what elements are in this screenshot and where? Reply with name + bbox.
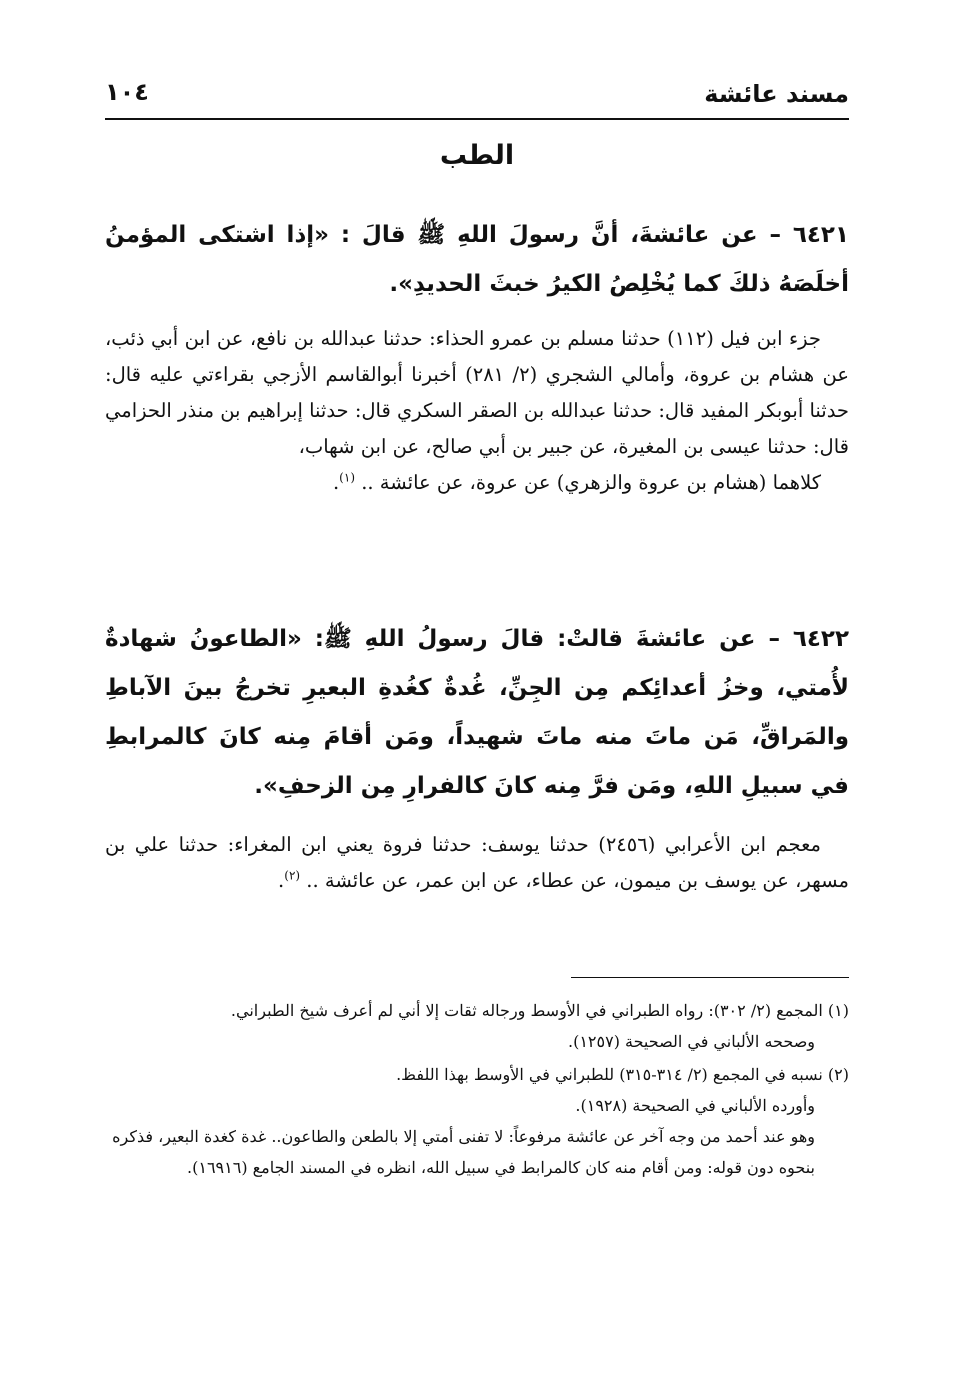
source-text: معجم ابن الأعرابي (٢٤٥٦) حدثنا يوسف: حدثنا فروة يعني ابن المغراء: حدثنا علي بن مسهر، عن يوسف بن ميمون، عن عطاء، عن ابن عمر، عن عائشة ..: [105, 833, 849, 892]
footnote-ref-1[interactable]: (١): [339, 470, 355, 485]
header-title: مسند عائشة: [704, 80, 849, 108]
footnote-1: [105, 995, 849, 1057]
footnote-ref-2[interactable]: (٢): [284, 868, 301, 883]
footnote-divider: [571, 977, 849, 978]
source-summary-text: كلاهما (هشام بن عروة والزهري) عن عروة، عن عائشة ..: [361, 471, 821, 494]
footnotes: [105, 995, 849, 1185]
hadith-6421: [105, 211, 849, 309]
hadith-text: عن عائشةَ، أنَّ رسولَ اللهِ ﷺ قالَ : «إذا اشتكى المؤمنُ أخلَصَهُ ذلكَ كما يُخْلِصُ الكيرُ خبثَ الحديدِ».: [105, 222, 849, 297]
footnote-text: نسبه في المجمع (٢/ ٣١٤-٣١٥) للطبراني في الأوسط بهذا اللفظ.: [396, 1065, 823, 1084]
running-header: [105, 74, 849, 114]
hadith-number: ٦٤٢١ –: [769, 222, 850, 248]
source-summary: كلاهما (هشام بن عروة والزهري) عن عروة، عن عائشة .. $^{(١)}$.: [332, 470, 821, 494]
footnote-text: وصححه الألباني في الصحيحة (١٢٥٧).: [567, 1032, 815, 1051]
hadith-6422: [105, 615, 849, 811]
footnote-line: [105, 995, 849, 1026]
footnote-text: وهو عند أحمد من وجه آخر عن عائشة مرفوعاً: لا تفنى أمتي إلا بالطعن والطاعون.. غدة كغدة البعير، فذكره بنحوه دون قوله: ومن أقام منه كان كالمرابط في سبيل الله، انظره في المسند الجامع (١٦٩١٦).: [112, 1127, 815, 1177]
hadith-6421-sources: [105, 321, 849, 501]
footnote-text: وأورده الألباني في الصحيحة (١٩٢٨).: [575, 1096, 815, 1115]
footnote-marker: (١): [827, 1001, 849, 1020]
footnote-text: المجمع (٢/ ٣٠٢): رواه الطبراني في الأوسط ورجاله ثقات إلا أني لم أعرف شيخ الطبراني.: [230, 1001, 823, 1020]
source-text-wrap: معجم ابن الأعرابي (٢٤٥٦) حدثنا يوسف: حدثنا فروة يعني ابن المغراء: حدثنا علي بن مسهر، عن يوسف بن ميمون، عن عطاء، عن ابن عمر، عن عائشة .. $^{(٢)}$.: [105, 833, 849, 892]
source-text: جزء ابن فيل (١١٢) حدثنا مسلم بن عمرو الحذاء: حدثنا عبدالله بن نافع، عن ابن أبي ذئب، عن هشام بن عروة، وأمالي الشجري (٢/ ٢٨١) أخبرنا أبوالقاسم الأزجي بقراءتي عليه قال: حدثنا أبوبكر المفيد قال: حدثنا عبدالله بن الصقر السكري قال: حدثنا إبراهيم بن منذر الحزامي قال: حدثنا عيسى بن المغيرة، عن جبير بن أبي صالح، عن ابن شهاب،: [105, 327, 849, 458]
header-divider: [105, 118, 849, 120]
footnote-marker: (٢): [827, 1065, 849, 1084]
footnote-line: [105, 1059, 849, 1090]
section-title: الطب: [439, 140, 515, 171]
hadith-6422-sources: [105, 827, 849, 899]
page-number: ١٠٤: [105, 78, 149, 106]
footnote-2: [105, 1059, 849, 1183]
hadith-number: ٦٤٢٢ –: [768, 626, 849, 652]
hadith-text: عن عائشةَ قالتْ: قالَ رسولُ اللهِ ﷺ: «الطاعونُ شهادةٌ لأُمتي، وخزُ أعدائِكم مِن الجِنِّ، غُدةٌ كغُدةِ البعيرِ تخرجُ بينَ الآباطِ والمَراقِّ، مَن ماتَ منه ماتَ شهيداً، ومَن أقامَ مِنه كانَ كالمرابطِ في سبيلِ اللهِ، ومَن فرَّ مِنه كانَ كالفرارِ مِن الزحفِ».: [105, 626, 849, 799]
